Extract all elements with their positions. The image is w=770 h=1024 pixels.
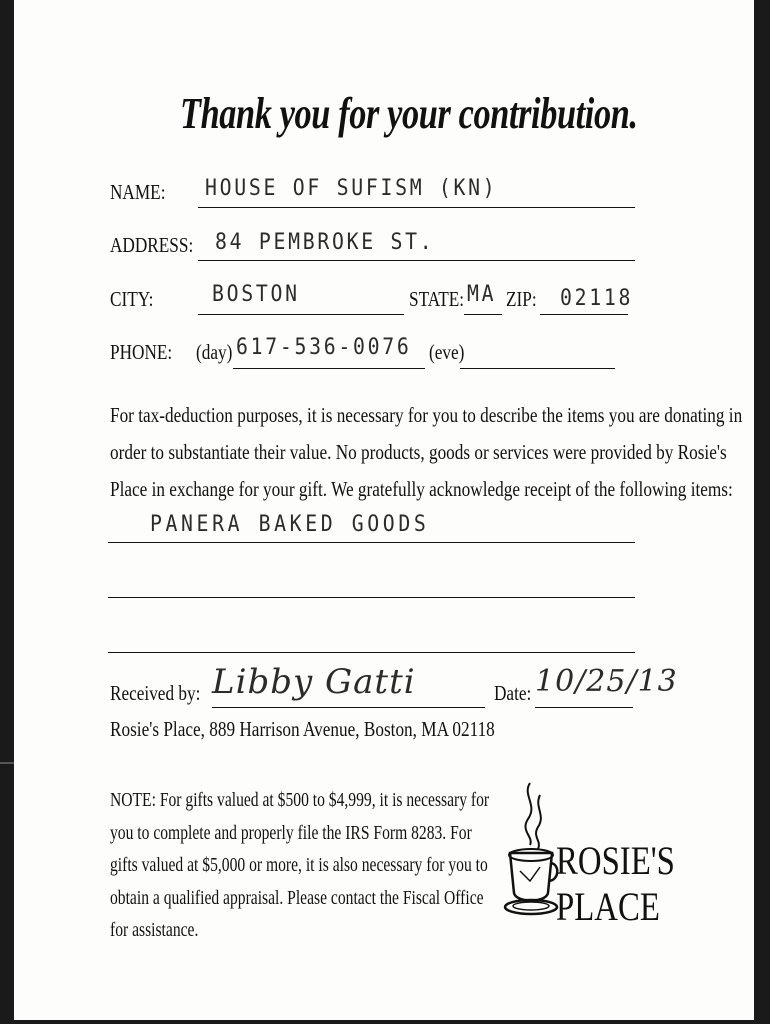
phone-day-line (233, 368, 425, 369)
name-label: NAME: (110, 180, 166, 204)
city-line (198, 314, 404, 315)
received-line (212, 707, 485, 708)
date-line (535, 707, 633, 708)
phone-label: PHONE: (110, 340, 173, 364)
state-value: MA (467, 282, 497, 307)
form-title: Thank you for your contribution. (180, 89, 638, 138)
address-line (198, 260, 635, 261)
date-value: 10/25/13 (535, 664, 678, 699)
logo-line-2: PLACE (556, 884, 660, 929)
city-label: CITY: (110, 287, 154, 311)
logo-text (556, 838, 675, 930)
note-line: you to complete and properly file the IRS Form 8283. For (110, 822, 472, 844)
tax-paragraph (110, 397, 742, 508)
items-line-1 (108, 542, 635, 543)
note-line: obtain a qualified appraisal. Please contact the Fiscal Office (110, 887, 484, 909)
phone-day-value: 617-536-0076 (236, 335, 412, 360)
phone-eve-line (460, 368, 615, 369)
received-label: Received by: (110, 681, 201, 705)
coffee-cup-icon (500, 775, 562, 925)
paragraph-line: Place in exchange for your gift. We gratefully acknowledge receipt of the following items: (110, 477, 733, 501)
received-signature: Libby Gatti (212, 662, 416, 702)
phone-day-label: (day) (196, 340, 233, 364)
note-line: for assistance. (110, 920, 199, 941)
address-label: ADDRESS: (110, 233, 194, 257)
items-value: PANERA BAKED GOODS (150, 512, 430, 537)
name-line (198, 207, 635, 208)
paragraph-line: For tax-deduction purposes, it is necessary for you to describe the items you are donating in (110, 403, 743, 427)
paragraph-line: order to substantiate their value. No products, goods or services were provided by Rosie's (110, 440, 727, 464)
org-address: Rosie's Place, 889 Harrison Avenue, Boston, MA 02118 (110, 717, 495, 741)
zip-label: ZIP: (506, 287, 537, 311)
note-block (110, 785, 489, 948)
items-line-3 (108, 652, 635, 653)
phone-eve-label: (eve) (429, 340, 465, 364)
address-value: 84 PEMBROKE ST. (215, 230, 435, 255)
city-value: BOSTON (212, 282, 300, 307)
date-label: Date: (494, 681, 532, 705)
state-label: STATE: (409, 287, 465, 311)
state-line (464, 314, 502, 315)
items-line-2 (108, 597, 635, 598)
zip-value: 02118 (560, 286, 634, 311)
note-line: NOTE: For gifts valued at $500 to $4,999, it is necessary for (110, 790, 490, 811)
note-line: gifts valued at $5,000 or more, it is also necessary for you to (110, 855, 488, 876)
logo-line-1: ROSIE'S (556, 838, 675, 883)
name-value: HOUSE OF SUFISM (KN) (205, 176, 498, 201)
zip-line (540, 314, 628, 315)
